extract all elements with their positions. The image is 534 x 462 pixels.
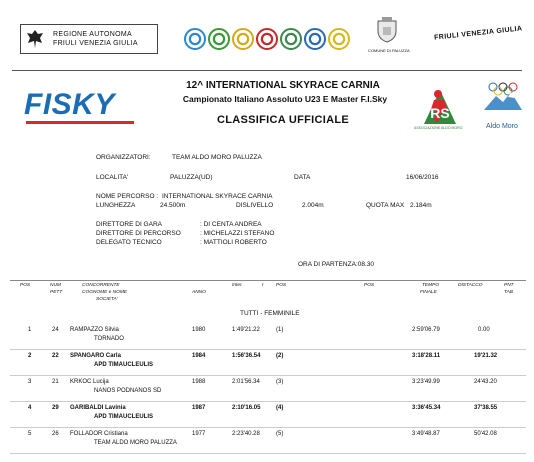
row-inter: 1:56'36.54 [232,353,261,359]
federation-badge-icon [328,28,350,50]
col-pos-2: POS [364,283,375,288]
row-inter: 2:01'56.34 [232,379,260,385]
dislivello-label: DISLIVELLO [236,202,274,209]
skyrunner-logo-icon [416,84,464,130]
row-team: TEAM ALDO MORO PALUZZA [94,440,177,446]
col-anno: ANNO [192,290,206,295]
direttore-gara-value: : DI CENTA ANDREA [200,221,262,228]
direttore-gara-label: DIRETTORE DI GARA [96,221,162,228]
row-tempo: 3:49'48.87 [412,431,440,437]
row-name: KRKOC Lucija [70,379,109,385]
row-anno: 1984 [192,353,206,359]
percorso-value: INTERNATIONAL SKYRACE CARNIA [162,193,273,200]
direttore-percorso-label: DIRETTORE DI PERCORSO [96,230,181,237]
comune-crest-icon [376,17,398,43]
row-tempo: 2:59'06.79 [412,327,440,333]
row-team: TORNADO [94,336,124,342]
col-inter-sep: I [262,283,264,288]
col-tempo: TEMPO [422,283,440,288]
col-tab: TAB [504,290,513,295]
col-concorrente: CONCORRENTE [82,283,120,288]
row-num: 21 [52,379,59,385]
row-num: 24 [52,327,59,333]
row-inter: 2:10'16.05 [232,405,261,411]
row-anno: 1977 [192,431,206,437]
quota-label: QUOTA MAX [366,202,405,209]
row-num: 26 [52,431,59,437]
row-num: 29 [52,405,59,411]
organizzatori-label: ORGANIZZATORI: [96,154,151,161]
organizzatori-value: TEAM ALDO MORO PALUZZA [172,154,262,161]
runner-logo-caption: ASSOCIAZIONE ALDO MORO [414,126,463,130]
row-name: FOLLADOR Cristiana [70,431,128,437]
row-num: 22 [52,353,59,359]
row-inter: 2:23'40.28 [232,431,260,437]
row-anno: 1987 [192,405,206,411]
col-distacco: DISTACCO [458,283,483,288]
col-pnt: PNT [504,283,514,288]
row-distacco: 19'21.32 [474,353,498,359]
data-value: 16/06/2016 [406,174,439,181]
lunghezza-label: LUNGHEZZA [96,202,136,209]
row-name: GARIBALDI Lavinia [70,405,126,411]
col-inter: Inter. [232,283,243,288]
row-team: NANOS PODNANOS SD [94,388,162,394]
federation-badge-icon [280,28,302,50]
table-row [10,428,526,454]
row-team: APD TIMAUCLEULIS [94,414,153,420]
divider [12,70,522,71]
table-header-top-rule [10,280,526,281]
col-pett: PETT [50,290,63,295]
row-inter-pos: (4) [276,405,284,411]
fisky-logo-bar [26,121,134,124]
row-inter-pos: (1) [276,327,284,333]
comune-caption: COMUNE DI PALUZZA [368,48,410,53]
row-team: APD TIMAUCLEULIS [94,362,153,368]
row-distacco: 50'42.08 [474,431,497,437]
sponsor-name: Aldo Moro [486,123,518,130]
civil-protection-badge-icon [256,28,278,50]
col-pos-inter: POS [276,283,287,288]
row-anno: 1988 [192,379,206,385]
ora-partenza: ORA DI PARTENZA:08.30 [298,261,374,268]
event-title: 12^ INTERNATIONAL SKYRACE CARNIA [186,80,380,91]
svg-text:RS: RS [430,105,450,121]
federation-badge-icon [184,28,206,50]
localita-label: LOCALITA' [96,174,129,181]
table-row [10,376,526,402]
event-subtitle: Campionato Italiano Assoluto U23 E Master F.I.Sky [182,94,388,104]
percorso-label: NOME PERCORSO : [96,193,159,200]
row-tempo: 3:36'45.34 [412,405,441,411]
region-line2: FRIULI VENEZIA GIULIA [53,40,138,47]
direttore-percorso-value: : MICHELAZZI STEFANO [200,230,275,237]
delegato-label: DELEGATO TECNICO [96,239,162,246]
col-cognome-nome: COGNOME e NOME [82,290,128,295]
federation-badge-icon [232,28,254,50]
section-title: TUTTI - FEMMINILE [240,310,300,317]
row-pos: 2 [28,353,32,359]
region-line1: REGIONE AUTONOMA [53,31,132,38]
eagle-icon [25,28,45,50]
row-anno: 1980 [192,327,206,333]
region-logo [20,24,158,54]
row-pos: 1 [28,327,32,333]
row-distacco: 24'43.20 [474,379,497,385]
data-label: DATA [294,174,311,181]
row-distacco: 0.00 [478,327,490,333]
col-finale: FINALE [420,290,437,295]
row-inter-pos: (3) [276,379,284,385]
delegato-value: : MATTIOLI ROBERTO [200,239,267,246]
row-pos: 5 [28,431,32,437]
row-distacco: 37'38.55 [474,405,498,411]
lunghezza-value: 24.500m [160,202,186,209]
row-inter-pos: (2) [276,353,284,359]
classification-title: CLASSIFICA UFFICIALE [216,114,350,126]
row-name: SPANGARO Carla [70,353,121,359]
col-pos: POS [20,283,31,288]
fisky-logo: FISKY [24,88,115,121]
row-pos: 3 [28,379,32,385]
quota-value: 2.184m [410,202,432,209]
row-tempo: 3:18'28.11 [412,353,441,359]
federation-badge-icon [304,28,326,50]
table-row [10,402,526,428]
row-inter-pos: (5) [276,431,284,437]
dislivello-value: 2.004m [302,202,324,209]
table-row [10,350,526,376]
fvg-logo: FRIULI VENEZIA GIULIA [433,25,523,42]
table-row [10,324,526,350]
col-societa: SOCIETA' [96,297,118,302]
row-separator [10,453,526,454]
mountain-logo-icon [484,88,522,110]
col-num: NUM [50,283,61,288]
row-tempo: 3:23'49.99 [412,379,440,385]
federation-badge-icon [208,28,230,50]
localita-value: PALUZZA(UD) [170,174,213,181]
row-pos: 4 [28,405,32,411]
row-inter: 1:49'21.22 [232,327,260,333]
row-name: RAMPAZZO Silvia [70,327,119,333]
